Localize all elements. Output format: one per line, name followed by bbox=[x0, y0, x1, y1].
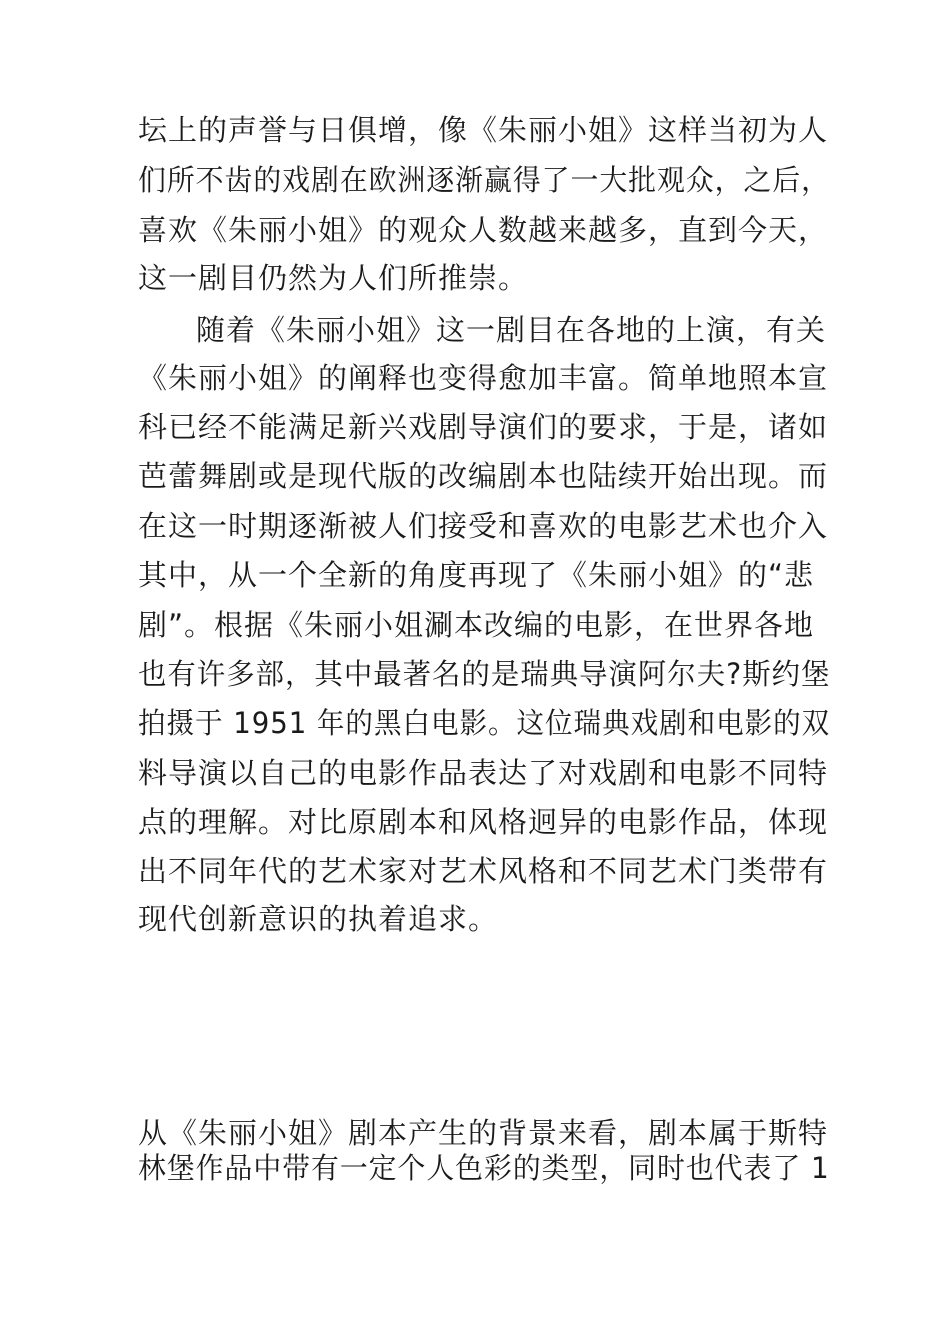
text-line: 在这一时期逐渐被人们接受和喜欢的电影艺术也介入 bbox=[138, 509, 829, 543]
text-line: 芭蕾舞剧或是现代版的改编剧本也陆续开始出现。而 bbox=[138, 459, 829, 493]
text-line: 这一剧目仍然为人们所推崇。 bbox=[138, 261, 529, 295]
text-line: 其中，从一个全新的角度再现了《朱丽小姐》的“悲 bbox=[138, 558, 815, 592]
text-line: 料导演以自己的电影作品表达了对戏剧和电影不同特 bbox=[138, 756, 829, 790]
text-line: 随着《朱丽小姐》这一剧目在各地的上演，有关 bbox=[196, 313, 827, 347]
text-line: 从《朱丽小姐》剧本产生的背景来看，剧本属于斯特 bbox=[138, 1116, 829, 1150]
text-line: 点的理解。对比原剧本和风格迥异的电影作品，体现 bbox=[138, 805, 829, 839]
text-line: 喜欢《朱丽小姐》的观众人数越来越多，直到今天， bbox=[138, 213, 829, 247]
text-line: 出不同年代的艺术家对艺术风格和不同艺术门类带有 bbox=[138, 854, 829, 888]
text-line: 拍摄于 1951 年的黑白电影。这位瑞典戏剧和电影的双 bbox=[138, 706, 831, 740]
text-line: 剧”。根据《朱丽小姐涮本改编的电影，在世界各地 bbox=[138, 608, 815, 642]
text-line: 《朱丽小姐》的阐释也变得愈加丰富。简单地照本宣 bbox=[138, 361, 829, 395]
text-line: 科已经不能满足新兴戏剧导演们的要求，于是，诸如 bbox=[138, 410, 829, 444]
text-line: 现代创新意识的执着追求。 bbox=[138, 902, 499, 936]
text-line: 林堡作品中带有一定个人色彩的类型，同时也代表了 1 bbox=[138, 1151, 830, 1185]
text-line: 坛上的声誉与日俱增，像《朱丽小姐》这样当初为人 bbox=[138, 113, 829, 147]
text-line: 们所不齿的戏剧在欧洲逐渐赢得了一大批观众，之后， bbox=[138, 163, 831, 197]
text-line: 也有许多部，其中最著名的是瑞典导演阿尔夫?斯约堡 bbox=[138, 657, 831, 691]
